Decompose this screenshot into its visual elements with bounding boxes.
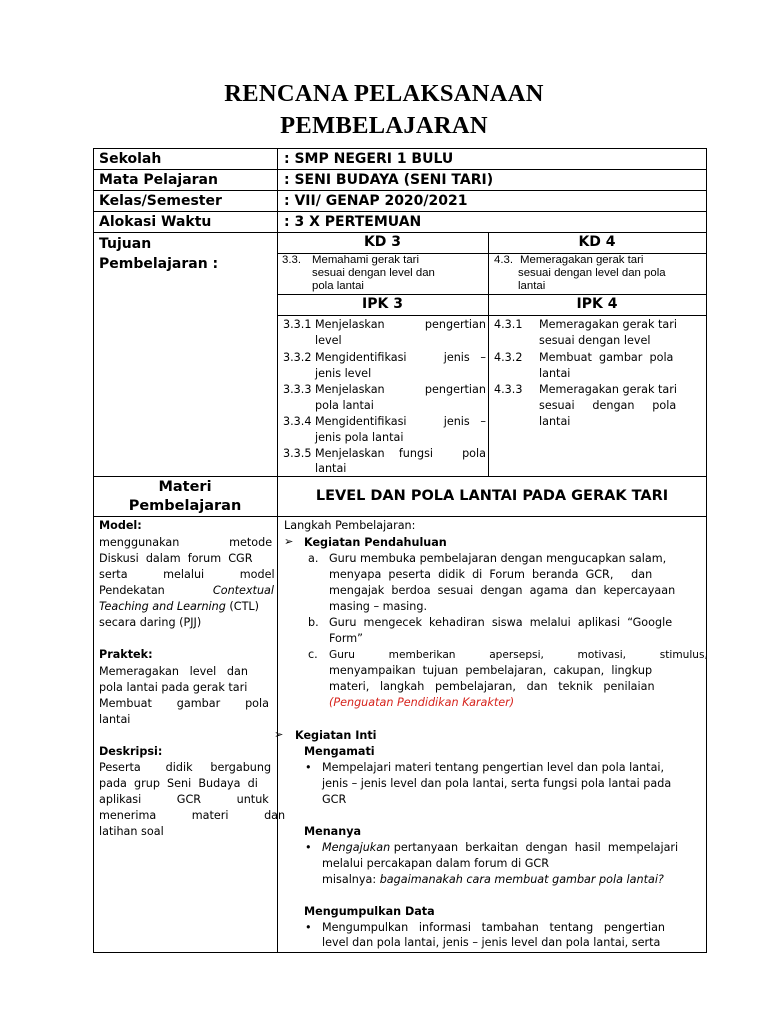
- ipk4-1-text: Memeragakan gerak tari: [539, 318, 677, 331]
- item-a-line-1: Guru membuka pembelajaran dengan mengucapkan salam,: [329, 552, 667, 565]
- praktek-line-4: lantai: [99, 713, 131, 726]
- mengamati-heading: Mengamati: [304, 745, 375, 758]
- item-b-line-2: Form”: [329, 632, 363, 645]
- ipk3-2-text-right: jenis –: [443, 351, 486, 364]
- ipk4-header: IPK 4: [576, 296, 618, 312]
- arrow-icon: ➢: [284, 535, 294, 548]
- model-line-3: serta melalui model: [99, 568, 275, 581]
- ipk4-2-num: 4.3.2: [494, 351, 523, 364]
- mengumpulkan-heading: Mengumpulkan Data: [304, 905, 435, 918]
- bullet-icon-3: •: [305, 921, 312, 934]
- ipk3-1-text-right: pengertian: [424, 318, 486, 331]
- deskripsi-line-3: aplikasi GCR untuk: [99, 793, 269, 806]
- ipk3-1-text: Menjelaskan: [315, 318, 385, 331]
- kd3-number: 3.3.: [282, 254, 301, 266]
- kd3-line-1: Memahami gerak tari: [312, 254, 419, 266]
- praktek-line-2: pola lantai pada gerak tari: [99, 681, 248, 694]
- kd4-line-2: sesuai dengan level dan pola: [518, 267, 666, 279]
- model-line-1: menggunakan metode: [99, 536, 273, 549]
- mengumpulkan-line-2: level dan pola lantai, jenis – jenis level dan pola lantai, serta: [322, 936, 661, 949]
- ipk3-4-text-2: jenis pola lantai: [315, 431, 404, 444]
- ipk4-3-num: 4.3.3: [494, 383, 523, 396]
- ipk3-1-num: 3.3.1: [283, 318, 312, 331]
- model-heading: Model:: [99, 519, 142, 532]
- ipk4-2-text-2: lantai: [539, 367, 571, 380]
- menanya-heading: Menanya: [304, 825, 362, 838]
- arrow-icon-2: ➢: [274, 728, 284, 741]
- ipk3-5-text: Menjelaskan fungsi: [315, 447, 434, 460]
- materi-label-2: Pembelajaran: [128, 498, 242, 514]
- value-sekolah: : SMP NEGERI 1 BULU: [284, 151, 454, 167]
- bullet-icon: •: [305, 761, 312, 774]
- deskripsi-line-4: menerima materi dan: [99, 809, 286, 822]
- kd3-line-3: pola lantai: [312, 280, 364, 292]
- item-c-line-2: menyampaikan tujuan pembelajaran, cakupan, lingkup: [329, 664, 653, 677]
- deskripsi-line-5: latihan soal: [99, 825, 164, 838]
- ipk4-2-text: Membuat gambar pola: [539, 351, 674, 364]
- item-c-letter: c.: [308, 648, 318, 661]
- value-kelas-semester: : VII/ GENAP 2020/2021: [284, 193, 468, 209]
- model-contextual: Contextual: [212, 584, 274, 597]
- kd4-header: KD 4: [578, 234, 616, 250]
- ipk4-3-text: Memeragakan gerak tari: [539, 383, 677, 396]
- model-ctl-italic: Teaching and Learning: [99, 600, 226, 613]
- model-ctl: (CTL): [225, 600, 260, 613]
- ipk3-4-num: 3.3.4: [283, 415, 312, 428]
- model-line-2: Diskusi dalam forum CGR: [99, 552, 253, 565]
- label-sekolah: Sekolah: [99, 151, 162, 167]
- langkah-heading: Langkah Pembelajaran:: [284, 519, 416, 532]
- praktek-heading: Praktek:: [99, 648, 153, 661]
- menanya-italic: Mengajukan: [322, 841, 391, 854]
- title-line-2: PEMBELAJARAN: [280, 112, 488, 139]
- ipk4-3-text-3: lantai: [539, 415, 571, 428]
- ipk3-4-text: Mengidentifikasi: [315, 415, 407, 428]
- ipk3-header: IPK 3: [362, 296, 403, 312]
- kd4-line-1: Memeragakan gerak tari: [520, 254, 644, 266]
- ipk3-5-text-2: lantai: [315, 462, 347, 475]
- item-c-line-3: materi, langkah pembelajaran, dan teknik penilaian: [329, 680, 655, 693]
- ipk3-3-text-2: pola lantai: [315, 399, 374, 412]
- item-a-line-2: menyapa peserta didik di Forum beranda GCR, dan: [329, 568, 653, 581]
- title-line-1: RENCANA PELAKSANAAN: [224, 80, 544, 107]
- ipk3-2-text: Mengidentifikasi: [315, 351, 407, 364]
- menanya-line-3: [322, 872, 664, 888]
- tujuan-label-2: Pembelajaran :: [99, 256, 219, 272]
- model-line-6: secara daring (PJJ): [99, 616, 202, 629]
- menanya-line-2: melalui percakapan dalam forum di GCR: [322, 857, 550, 870]
- item-c-line-1: Guru memberikan apersepsi, motivasi, stimulus,: [329, 649, 708, 661]
- kd4-number: 4.3.: [494, 254, 513, 266]
- deskripsi-line-1: Peserta didik bergabung: [99, 761, 272, 774]
- label-kelas-semester: Kelas/Semester: [99, 193, 222, 209]
- value-mata-pelajaran: : SENI BUDAYA (SENI TARI): [284, 172, 494, 188]
- model-line-5: [99, 599, 259, 615]
- item-a-letter: a.: [308, 552, 319, 565]
- item-b-letter: b.: [308, 616, 319, 629]
- ipk3-3-text-right: pengertian: [424, 383, 486, 396]
- tujuan-label-1: Tujuan: [99, 236, 152, 252]
- deskripsi-line-2: pada grup Seni Budaya di: [99, 777, 258, 790]
- mengamati-line-1: Mempelajari materi tentang pengertian level dan pola lantai,: [322, 761, 665, 774]
- praktek-line-3: Membuat gambar pola: [99, 697, 269, 710]
- inti-heading: Kegiatan Inti: [295, 729, 377, 742]
- label-alokasi-waktu: Alokasi Waktu: [99, 214, 212, 230]
- mengumpulkan-line-1: Mengumpulkan informasi tambahan tentang pengertian: [322, 921, 666, 934]
- ipk4-3-text-2: sesuai dengan pola: [539, 399, 677, 412]
- karakter-note: (Penguatan Pendidikan Karakter): [329, 696, 515, 709]
- ipk3-3-num: 3.3.3: [283, 383, 312, 396]
- ipk4-1-text-2: sesuai dengan level: [539, 334, 651, 347]
- model-line-4: Pendekatan: [99, 584, 165, 597]
- praktek-line-1: Memeragakan level dan: [99, 665, 248, 678]
- menanya-line-1: [322, 840, 678, 856]
- ipk3-5-num: 3.3.5: [283, 447, 312, 460]
- item-b-line-1: Guru mengecek kehadiran siswa melalui aplikasi “Google: [329, 616, 673, 629]
- ipk3-3-text: Menjelaskan: [315, 383, 385, 396]
- materi-label-1: Materi: [158, 479, 212, 495]
- deskripsi-heading: Deskripsi:: [99, 745, 163, 758]
- kd3-line-2: sesuai dengan level dan: [312, 267, 435, 279]
- value-alokasi-waktu: : 3 X PERTEMUAN: [284, 214, 422, 230]
- kd3-header: KD 3: [363, 234, 402, 250]
- menanya-text: pertanyaan berkaitan dengan hasil mempelajari: [390, 841, 679, 854]
- menanya-example: bagaimanakah cara membuat gambar pola lantai?: [379, 873, 664, 886]
- kd4-line-3: lantai: [518, 280, 546, 292]
- materi-value: LEVEL DAN POLA LANTAI PADA GERAK TARI: [315, 488, 669, 504]
- menanya-misalnya: misalnya:: [322, 873, 380, 886]
- ipk3-4-text-right: jenis –: [443, 415, 486, 428]
- ipk3-2-num: 3.3.2: [283, 351, 312, 364]
- ipk3-1-text-2: level: [315, 334, 342, 347]
- ipk3-2-text-2: jenis level: [315, 367, 372, 380]
- label-mata-pelajaran: Mata Pelajaran: [99, 172, 218, 188]
- item-a-line-3: mengajak berdoa sesuai dengan agama dan kepercayaan: [329, 584, 676, 597]
- ipk4-1-num: 4.3.1: [494, 318, 523, 331]
- pendahuluan-heading: Kegiatan Pendahuluan: [304, 536, 447, 549]
- item-a-line-4: masing – masing.: [329, 600, 428, 613]
- mengamati-line-2: jenis – jenis level dan pola lantai, serta fungsi pola lantai pada: [322, 777, 672, 790]
- bullet-icon-2: •: [305, 841, 312, 854]
- mengamati-line-3: GCR: [322, 793, 347, 806]
- ipk3-5-text-right: pola: [462, 447, 486, 460]
- document-title: [0, 78, 768, 142]
